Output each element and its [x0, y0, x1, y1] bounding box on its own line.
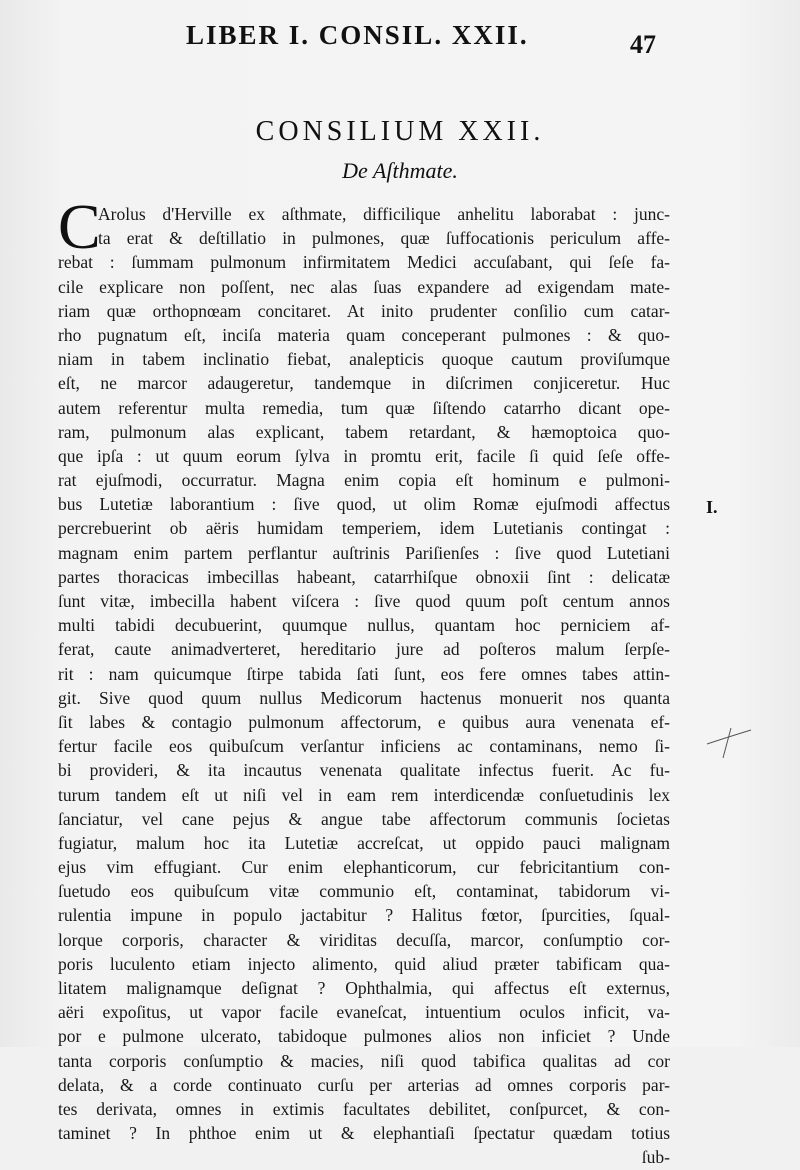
text-line: ſit labes & contagio pulmonum affectorum, e quibus aura venenata ef-	[58, 711, 670, 732]
text-line: bi provideri, & ita incautus venenata qualitate infectus fuerit. Ac fu-	[58, 760, 670, 781]
text-line: lorque corporis, character & viriditas decuſſa, marcor, conſumptio cor-	[58, 929, 670, 950]
text-line: rebat : ſummam pulmonum infirmitatem Medici accuſabant, qui ſeſe fa-	[58, 252, 670, 273]
text-line: bus Lutetiæ laborantium : ſive quod, ut olim Romæ ejuſmodi affectus	[58, 494, 670, 515]
text-line: cile explicare non poſſent, nec alas ſuas expandere ad exigendam mate-	[58, 276, 670, 297]
pen-mark-icon	[705, 724, 755, 764]
text-line: rho pugnatum eſt, inciſa materia quam conceperant pulmones : & quo-	[58, 324, 670, 345]
text-line: partes thoracicas imbecillas habeant, catarrhiſque obnoxii ſint : delicatæ	[58, 566, 670, 587]
text-line: ram, pulmonum alas explicant, tabem retardant, & hæmoptoica quo-	[58, 421, 670, 442]
text-line: fertur facile eos quibuſcum verſantur inficiens ac contaminans, nemo ſi-	[58, 736, 670, 757]
text-line: por e pulmone ulcerato, tabidoque pulmones alios non inficiet ? Unde	[58, 1026, 670, 1047]
text-line: autem referentur multa remedia, tum quæ ſiſtendo catarrho dicant ope-	[58, 397, 670, 418]
text-line: ta erat & deſtillatio in pulmones, quæ ſuffocationis periculum affe-	[98, 228, 670, 249]
text-line: ejus vim effugiant. Cur enim elephanticorum, cur febricitantium con-	[58, 857, 670, 878]
text-line: que ipſa : ut quum eorum ſylva in promtu erit, facile ſi quid ſeſe offe-	[58, 445, 670, 466]
chapter-title: CONSILIUM XXII.	[255, 116, 545, 147]
text-line: ferat, caute animadverteret, hereditario jure ad poſteros malum ſerpſe-	[58, 639, 670, 660]
body-text	[58, 202, 670, 1170]
text-line: turum tandem eſt ut niſi vel in eam rem interdicendæ conſuetudinis lex	[58, 784, 670, 805]
text-line: eſt, ne marcor adaugeretur, tandemque in diſcrimen conjiceretur. Huc	[58, 373, 670, 394]
text-line: riam quæ orthopnœam concitaret. At inito prudenter conſilio cum catar-	[58, 300, 670, 321]
text-line: tes derivata, omnes in extimis facultates debilitet, conſpurcet, & con-	[58, 1098, 670, 1119]
text-line: percrebuerint ob aëris humidam temperiem, idem Lutetianis contingat :	[58, 518, 670, 539]
page-number: 47	[630, 30, 656, 59]
text-line: niam in tabem inclinatio fiebat, analepticis quoque cautum proviſumque	[58, 349, 670, 370]
margin-note: I.	[706, 497, 718, 517]
text-line: ſanciatur, vel cane pejus & angue tabe affectorum communis ſocietas	[58, 808, 670, 829]
chapter-subtitle: De Aſthmate.	[342, 158, 458, 183]
text-line: ſub-	[641, 1147, 670, 1168]
text-line: git. Sive quod quum nullus Medicorum hactenus monuerit nos quanta	[58, 687, 670, 708]
text-line: rit : nam quicumque ſtirpe tabida ſati ſunt, eos fere omnes tabes attin-	[58, 663, 670, 684]
text-line: rulentia impune in populo jactabitur ? Halitus fœtor, ſpurcities, ſqual-	[58, 905, 670, 926]
text-line: delata, & a corde continuato curſu per arterias ad omnes corporis par-	[58, 1074, 670, 1095]
text-line: ſuetudo eos quibuſcum vitæ communio eſt, contaminat, tabidorum vi-	[58, 881, 670, 902]
text-line: taminet ? In phthoe enim ut & elephantiaſi ſpectatur quædam totius	[58, 1123, 670, 1144]
text-line: poris luculento etiam injecto alimento, quid aliud præter tabificam qua-	[58, 953, 670, 974]
text-line: aëri expoſitus, ut vapor facile evaneſcat, intuentium oculos inficit, va-	[58, 1002, 670, 1023]
text-line: fugiatur, malum hoc ita Lutetiæ accreſcat, ut oppido pauci malignam	[58, 832, 670, 853]
text-line: litatem malignamque deſignat ? Ophthalmia, qui affectus eſt externus,	[58, 978, 670, 998]
text-line: ſunt vitæ, imbecilla habent viſcera : ſive quod quum poſt centum annos	[58, 591, 670, 611]
text-line: Arolus d'Herville ex aſthmate, difficilique anhelitu laborabat : junc-	[98, 204, 670, 224]
text-line: multi tabidi decubuerint, quumque nullus, quantam hoc perniciem af-	[58, 615, 670, 636]
text-line: tanta corporis conſumptio & macies, niſi quod tabifica qualitas ad cor	[58, 1050, 670, 1071]
text-line: magnam enim partem perflantur auſtrinis Pariſienſes : ſive quod Lutetiani	[58, 542, 670, 563]
drop-cap: C	[58, 191, 101, 262]
text-line: rat ejuſmodi, occurratur. Magna enim copia eſt hominum e pulmoni-	[58, 470, 670, 491]
running-head: LIBER I. CONSIL. XXII.	[186, 20, 529, 50]
